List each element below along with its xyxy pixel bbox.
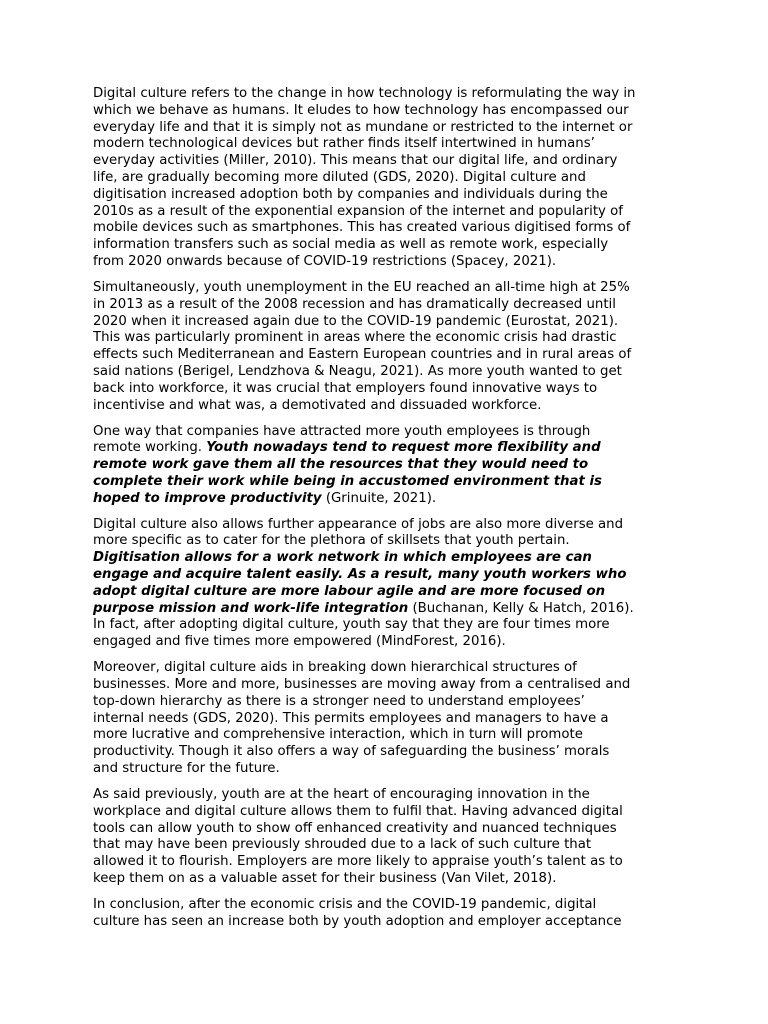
- body-text: that may have been previously shrouded due to a lack of such culture that: [93, 837, 592, 853]
- body-text: tools can allow youth to show off enhanced creativity and nuanced techniques: [93, 820, 617, 836]
- emphasized-text: Digitisation allows for a work network in which employees are can: [93, 550, 592, 566]
- text-line: [93, 897, 693, 914]
- text-line: [93, 550, 693, 567]
- text-line: [93, 440, 693, 457]
- text-line: [93, 634, 693, 651]
- text-line: [93, 153, 693, 170]
- body-text: This was particularly prominent in areas where the economic crisis had drastic: [93, 330, 617, 346]
- text-line: [93, 567, 693, 584]
- paragraph: [93, 787, 693, 888]
- text-line: [93, 120, 693, 137]
- emphasized-text: engage and acquire talent easily. As a result, many youth workers who: [93, 567, 627, 583]
- text-line: [93, 187, 693, 204]
- body-text: top-down hierarchy as there is a stronger need to understand employees’: [93, 693, 585, 709]
- text-line: [93, 204, 693, 221]
- body-text: more specific as to cater for the plethora of skillsets that youth pertain.: [93, 533, 570, 549]
- body-text: engaged and five times more empowered (MindForest, 2016).: [93, 634, 506, 650]
- body-text: incentivise and what was, a demotivated and dissuaded workforce.: [93, 397, 542, 413]
- paragraph: [93, 517, 693, 651]
- body-text: life, are gradually becoming more diluted (GDS, 2020). Digital culture and: [93, 169, 586, 185]
- body-text: everyday life and that it is simply not as mundane or restricted to the internet or: [93, 119, 633, 135]
- body-text: (Buchanan, Kelly & Hatch, 2016).: [408, 600, 634, 616]
- text-line: [93, 237, 693, 254]
- body-text: Digital culture refers to the change in how technology is reformulating the way in: [93, 86, 636, 101]
- text-line: [93, 871, 693, 888]
- body-text: Moreover, digital culture aids in breaking down hierarchical structures of: [93, 660, 577, 676]
- body-text: back into workforce, it was crucial that employers found innovative ways to: [93, 380, 598, 396]
- text-line: [93, 170, 693, 187]
- text-line: [93, 86, 693, 103]
- body-text: 2010s as a result of the exponential expansion of the internet and popularity of: [93, 203, 623, 219]
- body-text: effects such Mediterranean and Eastern European countries and in rural areas of: [93, 347, 632, 363]
- text-line: [93, 601, 693, 618]
- paragraph: [93, 280, 693, 414]
- body-text: (Grinuite, 2021).: [321, 490, 437, 506]
- text-line: [93, 694, 693, 711]
- emphasized-text: adopt digital culture are more labour agile and are more focused on: [93, 583, 606, 599]
- body-text: everyday activities (Miller, 2010). This means that our digital life, and ordinary: [93, 153, 618, 169]
- text-line: [93, 914, 693, 931]
- body-text: said nations (Berigel, Lendzhova & Neagu, 2021). As more youth wanted to get: [93, 363, 622, 379]
- text-line: [93, 804, 693, 821]
- body-text: In fact, after adopting digital culture, youth say that they are four times more: [93, 617, 610, 633]
- text-line: [93, 254, 693, 271]
- emphasized-text: Youth nowadays tend to request more flexibility and: [206, 440, 601, 456]
- body-text: and structure for the future.: [93, 761, 280, 777]
- text-line: [93, 347, 693, 364]
- text-line: [93, 711, 693, 728]
- text-line: [93, 364, 693, 381]
- text-line: [93, 617, 693, 634]
- body-text: In conclusion, after the economic crisis and the COVID-19 pandemic, digital: [93, 896, 597, 912]
- body-text: more lucrative and comprehensive interaction, which in turn will promote: [93, 727, 583, 743]
- body-text: remote working.: [93, 440, 207, 456]
- body-text: Digital culture also allows further appearance of jobs are also more diverse and: [93, 516, 624, 532]
- text-line: [93, 787, 693, 804]
- body-text: productivity. Though it also offers a way of safeguarding the business’ morals: [93, 744, 610, 760]
- text-line: [93, 280, 693, 297]
- body-text: from 2020 onwards because of COVID-19 restrictions (Spacey, 2021).: [93, 253, 557, 269]
- body-text: information transfers such as social media as well as remote work, especially: [93, 237, 609, 253]
- text-line: [93, 533, 693, 550]
- emphasized-text: remote work gave them all the resources that they would need to: [93, 457, 589, 473]
- body-text: which we behave as humans. It eludes to how technology has encompassed our: [93, 102, 629, 118]
- body-text: culture has seen an increase both by youth adoption and employer acceptance: [93, 913, 622, 929]
- text-line: [93, 457, 693, 474]
- body-text: mobile devices such as smartphones. This has created various digitised forms of: [93, 220, 631, 236]
- text-line: [93, 677, 693, 694]
- paragraph: [93, 897, 693, 931]
- emphasized-text: hoped to improve productivity: [93, 490, 322, 506]
- text-line: [93, 837, 693, 854]
- text-line: [93, 297, 693, 314]
- text-line: [93, 136, 693, 153]
- text-line: [93, 398, 693, 415]
- body-text: One way that companies have attracted more youth employees is through: [93, 423, 591, 439]
- text-line: [93, 821, 693, 838]
- document-body: [93, 86, 693, 940]
- text-line: [93, 474, 693, 491]
- body-text: internal needs (GDS, 2020). This permits employees and managers to have a: [93, 710, 609, 726]
- body-text: modern technological devices but rather finds itself intertwined in humans’: [93, 136, 595, 152]
- body-text: businesses. More and more, businesses are moving away from a centralised and: [93, 677, 631, 693]
- text-line: [93, 330, 693, 347]
- body-text: Simultaneously, youth unemployment in the EU reached an all-time high at 25%: [93, 279, 630, 295]
- paragraph: [93, 424, 693, 508]
- body-text: in 2013 as a result of the 2008 recession and has dramatically decreased until: [93, 296, 616, 312]
- text-line: [93, 761, 693, 778]
- body-text: As said previously, youth are at the heart of encouraging innovation in the: [93, 787, 590, 803]
- text-line: [93, 314, 693, 331]
- paragraph: [93, 86, 693, 271]
- text-line: [93, 103, 693, 120]
- text-line: [93, 381, 693, 398]
- body-text: keep them on as a valuable asset for their business (Van Vilet, 2018).: [93, 871, 557, 886]
- text-line: [93, 424, 693, 441]
- paragraph: [93, 660, 693, 778]
- text-line: [93, 584, 693, 601]
- text-line: [93, 491, 693, 508]
- body-text: workplace and digital culture allows them to fulfil that. Having advanced digital: [93, 803, 623, 819]
- body-text: 2020 when it increased again due to the COVID-19 pandemic (Eurostat, 2021).: [93, 313, 619, 329]
- body-text: allowed it to flourish. Employers are more likely to appraise youth’s talent as to: [93, 854, 623, 870]
- text-line: [93, 517, 693, 534]
- text-line: [93, 660, 693, 677]
- emphasized-text: complete their work while being in accustomed environment that is: [93, 473, 602, 489]
- text-line: [93, 220, 693, 237]
- text-line: [93, 854, 693, 871]
- text-line: [93, 727, 693, 744]
- text-line: [93, 744, 693, 761]
- emphasized-text: purpose mission and work-life integration: [93, 600, 409, 616]
- body-text: digitisation increased adoption both by companies and individuals during the: [93, 186, 608, 202]
